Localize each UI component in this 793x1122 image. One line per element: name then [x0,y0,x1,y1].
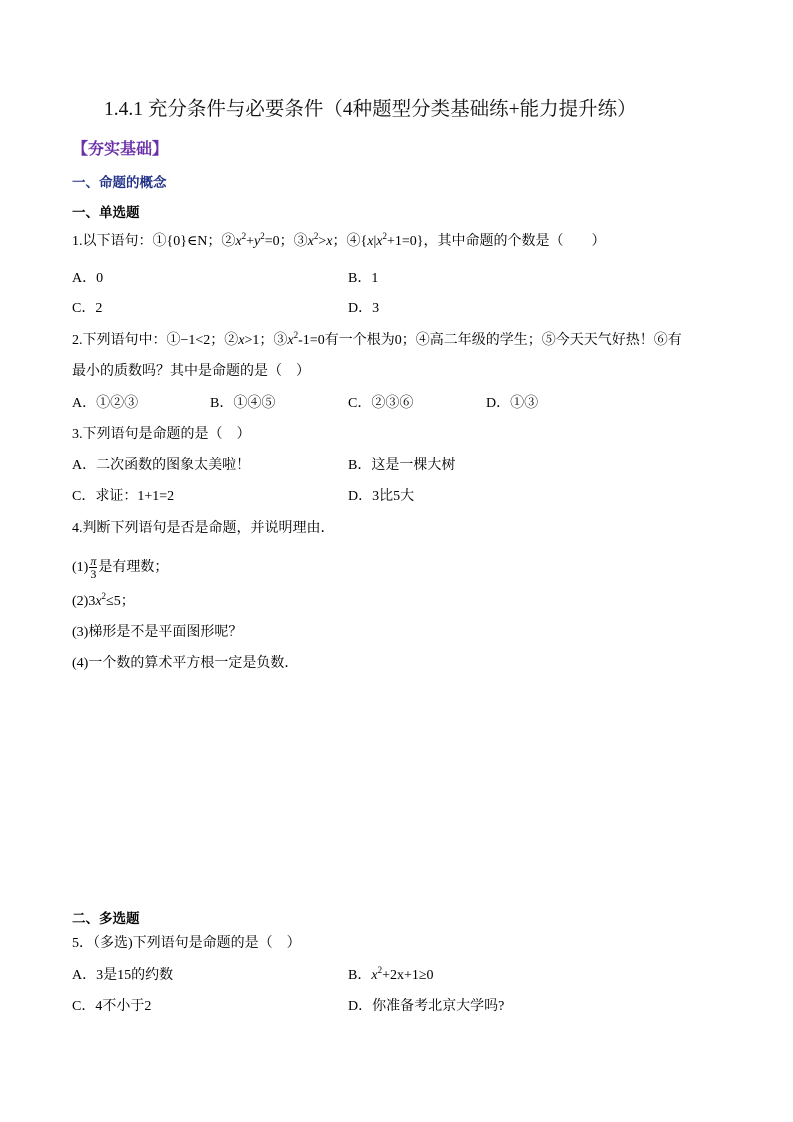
question-2-stem-line-1: 2.下列语句中：①−1<2；②x>1；$③x^2-1=0$有一个根为0；④高二年级的学生；⑤今天天气好热！⑥有 [72,330,682,348]
q4-item-4: (4)一个数的算术平方根一定是负数． [72,656,299,671]
q5-option-b: B．$x^2+2x+1\ge 0$ [348,965,434,983]
question-3-stem: 3.下列语句是命题的是（ ） [72,427,251,442]
q2-option-d: D．①③ [486,396,539,411]
q5-option-c: C．4不小于2 [72,999,152,1014]
q1-option-b: B．1 [348,271,379,286]
q4-item-2: $(2)3x^2\le 5$； [72,591,135,609]
pi-over-3-fraction: $\frac{\pi}{3}$ [90,554,97,582]
question-5-stem: 5．（多选)下列语句是命题的是（ ） [72,936,301,951]
q3-option-d: D．3比5大 [348,489,415,504]
question-4-stem: 4.判断下列语句是否是命题，并说明理由． [72,521,335,536]
q3-option-c: C．求证：1+1=2 [72,489,175,504]
q1-option-d: D．3 [348,301,380,316]
page-title: 1.4.1 充分条件与必要条件（4种题型分类基础练+能力提升练） [104,99,637,120]
part-heading-concept: 一、命题的概念 [72,175,167,190]
part-heading-multi-choice: 二、多选题 [72,911,140,926]
q1-option-a: A．0 [72,271,104,286]
q5-option-d: D．你准备考北京大学吗? [348,999,505,1014]
q5-option-a: A．3是15的约数 [72,968,174,983]
q2-option-b: B．①④⑤ [210,396,276,411]
q2-option-c: C．②③⑥ [348,396,414,411]
q4-item-3: (3)梯形是不是平面图形呢？ [72,625,243,640]
q3-option-a: A．二次函数的图象太美啦！ [72,458,251,473]
q1-option-c: C．2 [72,301,103,316]
q4-item-1: (1) $\frac{\pi}{3}$ 是有理数； [72,554,169,582]
question-2-stem-line-2: 最小的质数吗？其中是命题的是（ ） [72,364,310,379]
question-1-stem: 1.以下语句：①{0}∈N；$②x^2+y^2=0$；$③x^2>x$；$④\{x|x^2+1=0\}$，其中命题的个数是（ ） [72,231,606,249]
q3-option-b: B．这是一棵大树 [348,458,456,473]
section-heading-foundation: 【夯实基础】 [72,141,169,158]
part-heading-single-choice: 一、单选题 [72,205,140,220]
q2-option-a: A．①②③ [72,396,139,411]
